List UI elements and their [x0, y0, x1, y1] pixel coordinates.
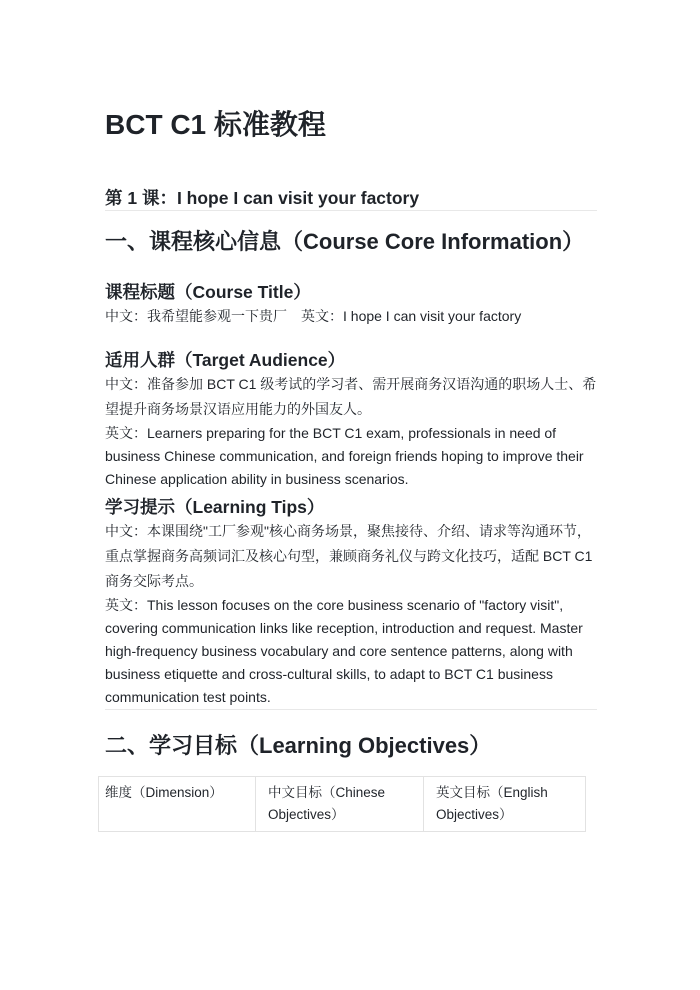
divider-middle — [105, 709, 597, 710]
section-objectives-heading: 二、学习目标（Learning Objectives） — [105, 733, 492, 758]
divider-top — [105, 210, 597, 211]
header-cell-dimension: 维度（Dimension） — [99, 777, 256, 832]
learning-tips-heading: 学习提示（Learning Tips） — [105, 497, 325, 517]
section-core-info-heading: 一、课程核心信息（Course Core Information） — [105, 229, 585, 254]
header-cell-chinese-objectives: 中文目标（Chinese Objectives） — [256, 777, 424, 832]
document-title: BCT C1 标准教程 — [105, 109, 326, 140]
header-cell-english-objectives: 英文目标（English Objectives） — [424, 777, 586, 832]
target-audience-text-zh: 中文：准备参加 BCT C1 级考试的学习者、需开展商务汉语沟通的职场人士、希望提升商务场景汉语应用能力的外国友人。 — [105, 376, 597, 417]
learning-tips-text-en: 英文：This lesson focuses on the core business scenario of "factory visit", covering communication links like reception, introduction and request. Master high-frequency business vocabulary and core sentence patterns, along with business etiquette and cross-cultural skills, to adapt to BCT C1 business communication test points. — [105, 597, 583, 705]
learning-tips-text-zh: 中文：本课围绕"工厂参观"核心商务场景，聚焦接待、介绍、请求等沟通环节，重点掌握商务高频词汇及核心句型，兼顾商务礼仪与跨文化技巧，适配 BCT C1 商务交际考点。 — [105, 523, 593, 589]
course-title-text: 中文：我希望能参观一下贵厂 英文：I hope I can visit your factory — [105, 308, 522, 324]
target-audience-text-en: 英文：Learners preparing for the BCT C1 exam, professionals in need of business Chinese communication, and foreign friends hoping to improve their Chinese application ability in business scenarios. — [105, 425, 584, 487]
objectives-table-header-row — [99, 777, 586, 832]
lesson-subtitle: 第 1 课：I hope I can visit your factory — [105, 188, 420, 208]
objectives-table — [98, 776, 586, 832]
target-audience-heading: 适用人群（Target Audience） — [105, 350, 346, 370]
course-title-heading: 课程标题（Course Title） — [105, 282, 311, 302]
